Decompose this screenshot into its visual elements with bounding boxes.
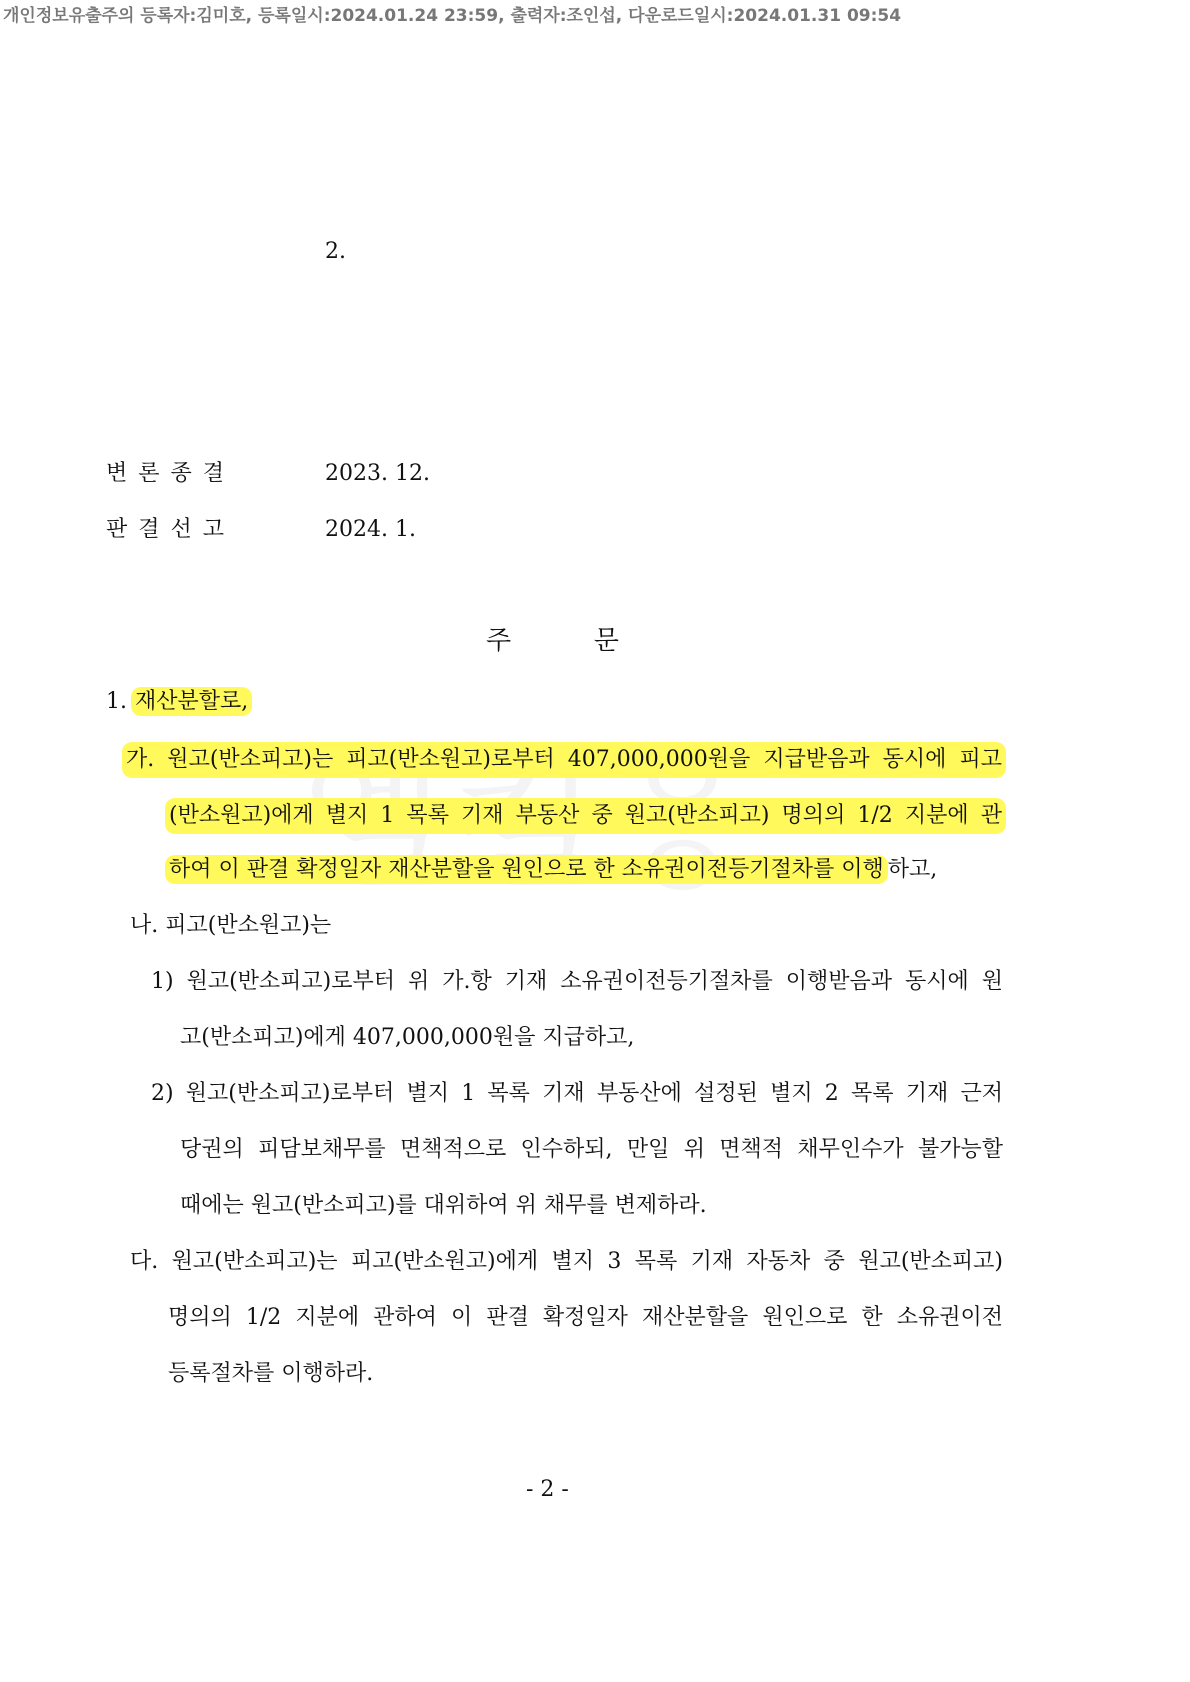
item-na1-line-2: 고(반소피고)에게 407,000,000원을 지급하고, (180, 1025, 635, 1050)
page-number: - 2 - (526, 1477, 569, 1502)
item-1-number: 1. (106, 689, 127, 714)
item-na2-line-3: 때에는 원고(반소피고)를 대위하여 위 채무를 변제하라. (180, 1193, 707, 1218)
sentence-label: 판 결 선 고 (106, 517, 226, 542)
highlight: 하여 이 판결 확정일자 재산분할을 원인으로 한 소유권이전등기절차를 이행 (165, 855, 888, 884)
item-da-line-1: 다. 원고(반소피고)는 피고(반소원고)에게 별지 3 목록 기재 자동차 중 원고(반소피고) (130, 1249, 1003, 1274)
item-da-line-2: 명의의 1/2 지분에 관하여 이 판결 확정일자 재산분할을 원인으로 한 소유권이전 (168, 1305, 1003, 1330)
item-na2-line-1: 2) 원고(반소피고)로부터 별지 1 목록 기재 부동산에 설정된 별지 2 목록 기재 근저 (151, 1081, 1003, 1106)
item-ga-line-2 (165, 798, 1006, 834)
item-na1-line-1: 1) 원고(반소피고)로부터 위 가.항 기재 소유권이전등기절차를 이행받음과 동시에 원 (151, 969, 1003, 994)
item-1-text (131, 686, 252, 718)
item-ga-line-1 (122, 742, 1006, 778)
item-na-line-1: 나. 피고(반소원고)는 (130, 913, 332, 938)
highlight: (반소원고)에게 별지 1 목록 기재 부동산 중 원고(반소피고) 명의의 1/2 지분에 관 (165, 798, 1006, 834)
closing-value: 2023. 12. (325, 461, 430, 486)
case-number: 2. (325, 239, 346, 264)
highlight: 가. 원고(반소피고)는 피고(반소원고)로부터 407,000,000원을 지급받음과 동시에 피고 (122, 742, 1006, 778)
item-da-line-3: 등록절차를 이행하라. (168, 1361, 374, 1386)
item-ga-line-3-tail: 하고, (887, 857, 938, 882)
privacy-header: 개인정보유출주의 등록자:김미호, 등록일시:2024.01.24 23:59, 출력자:조인섭, 다운로드일시:2024.01.31 09:54 (3, 6, 902, 26)
sentence-value: 2024. 1. (325, 517, 416, 542)
section-title: 주 문 (486, 626, 619, 656)
closing-label: 변 론 종 결 (106, 461, 226, 486)
item-ga-line-3 (165, 854, 937, 886)
item-na2-line-2: 당권의 피담보채무를 면책적으로 인수하되, 만일 위 면책적 채무인수가 불가능할 (180, 1137, 1003, 1162)
highlight: 재산분할로, (131, 687, 252, 716)
